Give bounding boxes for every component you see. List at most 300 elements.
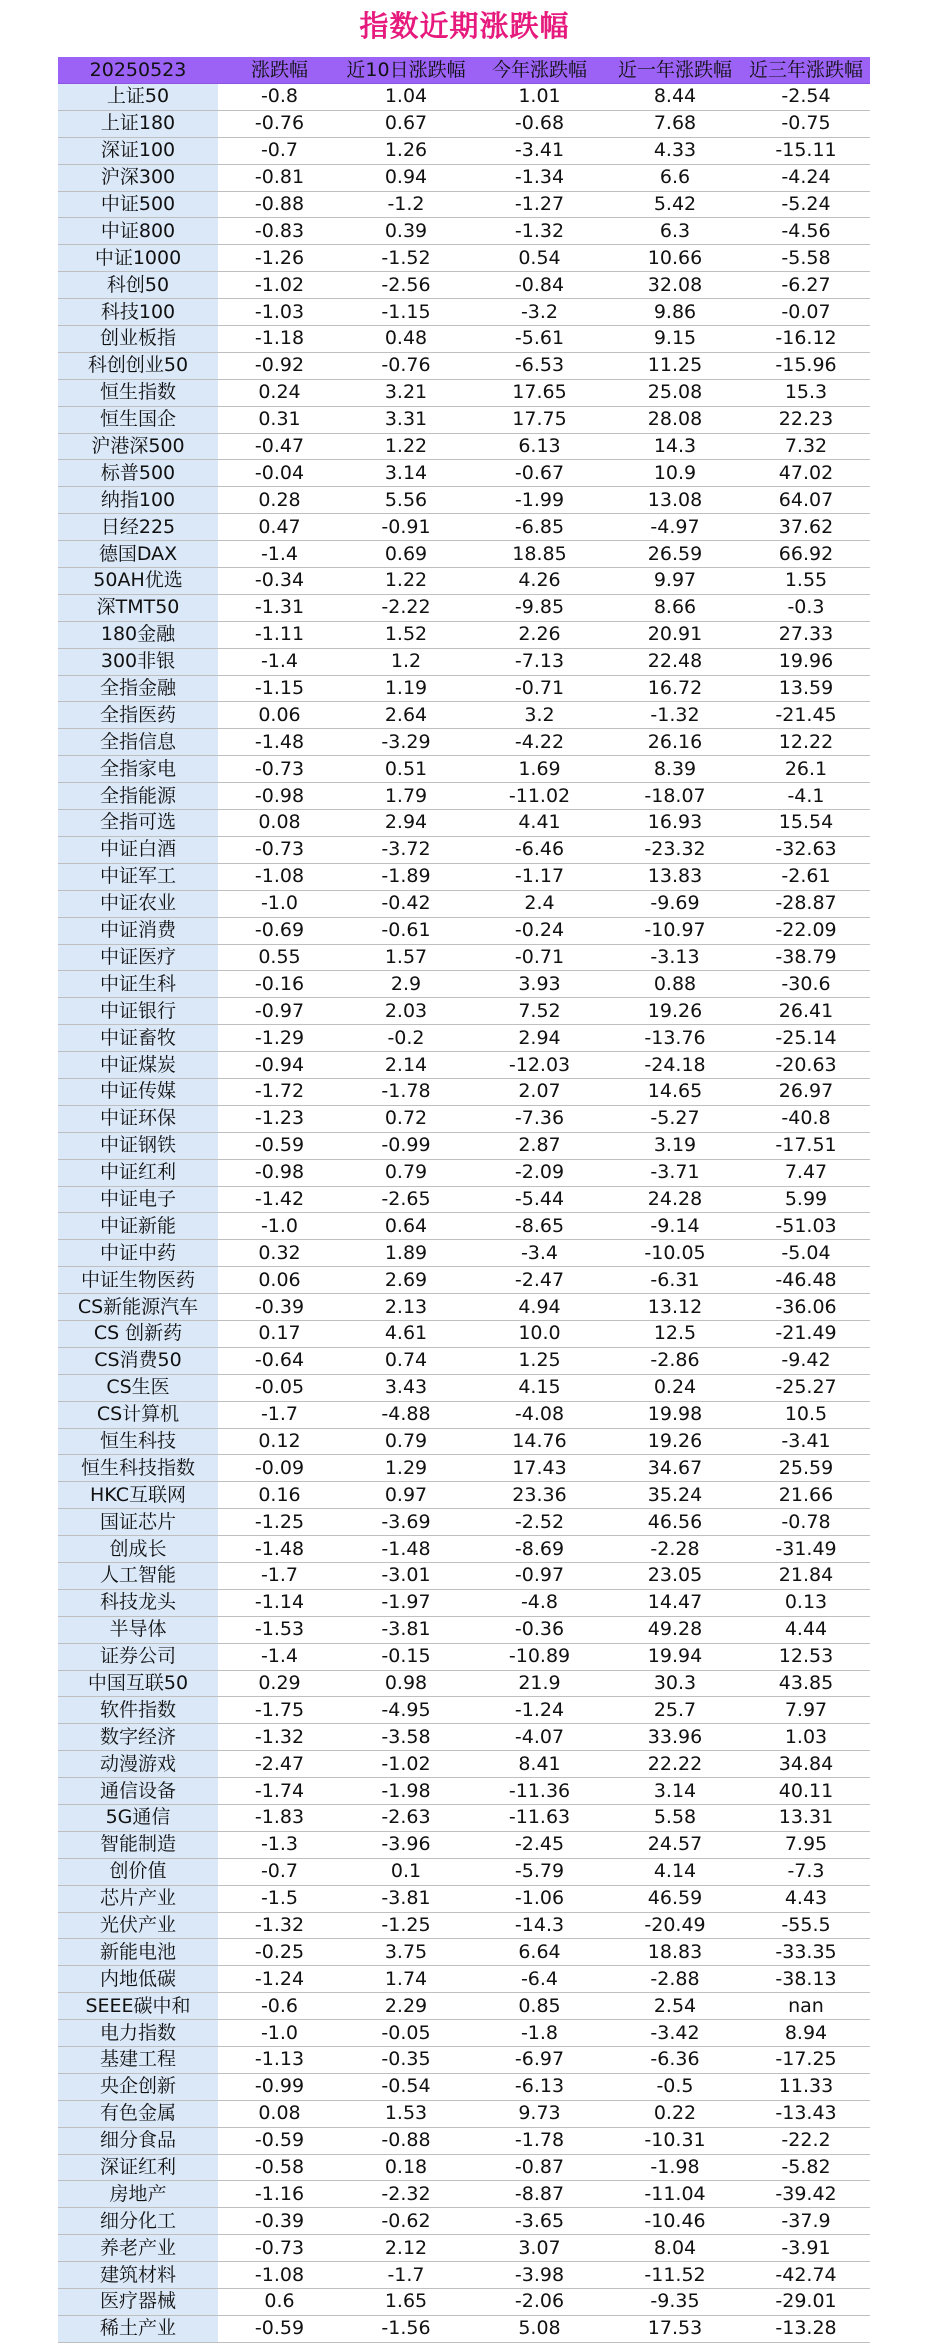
one-year-change-cell: 19.26 <box>608 1428 742 1455</box>
index-name-cell: 全指信息 <box>58 729 218 756</box>
one-year-change-cell: 18.83 <box>608 1939 742 1966</box>
index-name-cell: 内地低碳 <box>58 1966 218 1993</box>
ten-day-change-cell: 3.43 <box>341 1374 471 1401</box>
three-year-change-cell: 7.97 <box>742 1697 870 1724</box>
daily-change-cell: 0.06 <box>218 1267 341 1294</box>
three-year-change-cell: 0.13 <box>742 1589 870 1616</box>
ytd-change-cell: -2.09 <box>471 1159 608 1186</box>
ten-day-change-cell: 2.12 <box>341 2235 471 2262</box>
ten-day-change-cell: -0.76 <box>341 352 471 379</box>
daily-change-cell: -1.13 <box>218 2047 341 2074</box>
index-name-cell: 德国DAX <box>58 541 218 568</box>
one-year-change-cell: -1.32 <box>608 702 742 729</box>
index-name-cell: SEEE碳中和 <box>58 1993 218 2020</box>
one-year-change-cell: 24.57 <box>608 1831 742 1858</box>
three-year-change-cell: -5.24 <box>742 191 870 218</box>
ten-day-change-cell: 2.03 <box>341 998 471 1025</box>
daily-change-cell: -1.48 <box>218 729 341 756</box>
index-name-cell: 房地产 <box>58 2181 218 2208</box>
ytd-change-cell: -0.87 <box>471 2154 608 2181</box>
daily-change-cell: 0.08 <box>218 810 341 837</box>
ten-day-change-cell: -0.2 <box>341 1025 471 1052</box>
one-year-change-cell: 19.94 <box>608 1643 742 1670</box>
ytd-change-cell: 14.76 <box>471 1428 608 1455</box>
index-name-cell: 上证180 <box>58 110 218 137</box>
daily-change-cell: -1.32 <box>218 1912 341 1939</box>
ytd-change-cell: 6.13 <box>471 433 608 460</box>
three-year-change-cell: -5.82 <box>742 2154 870 2181</box>
ten-day-change-cell: -4.88 <box>341 1401 471 1428</box>
daily-change-cell: -1.24 <box>218 1966 341 1993</box>
table-row <box>58 1240 870 1267</box>
index-name-cell: 中证钢铁 <box>58 1132 218 1159</box>
one-year-change-cell: 0.22 <box>608 2100 742 2127</box>
one-year-change-cell: -3.71 <box>608 1159 742 1186</box>
index-name-cell: 细分化工 <box>58 2208 218 2235</box>
ytd-change-cell: -2.45 <box>471 1831 608 1858</box>
table-row <box>58 514 870 541</box>
table-row <box>58 379 870 406</box>
table-row <box>58 2100 870 2127</box>
table-row <box>58 917 870 944</box>
table-row <box>58 1132 870 1159</box>
ytd-change-cell: -3.41 <box>471 137 608 164</box>
daily-change-cell: -0.97 <box>218 998 341 1025</box>
daily-change-cell: -0.98 <box>218 783 341 810</box>
index-name-cell: 全指可选 <box>58 810 218 837</box>
index-name-cell: 国证芯片 <box>58 1509 218 1536</box>
ytd-change-cell: -6.85 <box>471 514 608 541</box>
one-year-change-cell: 6.6 <box>608 164 742 191</box>
index-name-cell: 日经225 <box>58 514 218 541</box>
daily-change-cell: -1.02 <box>218 272 341 299</box>
daily-change-cell: -0.09 <box>218 1455 341 1482</box>
three-year-change-cell: -21.45 <box>742 702 870 729</box>
ytd-change-cell: 1.69 <box>471 756 608 783</box>
ytd-change-cell: -4.22 <box>471 729 608 756</box>
one-year-change-cell: 5.42 <box>608 191 742 218</box>
one-year-change-cell: 22.48 <box>608 648 742 675</box>
one-year-change-cell: -6.36 <box>608 2047 742 2074</box>
daily-change-cell: -1.5 <box>218 1885 341 1912</box>
index-name-cell: 深证红利 <box>58 2154 218 2181</box>
ten-day-change-cell: 2.94 <box>341 810 471 837</box>
table-row <box>58 729 870 756</box>
three-year-change-cell: -22.2 <box>742 2127 870 2154</box>
index-name-cell: CS新能源汽车 <box>58 1294 218 1321</box>
daily-change-cell: -1.74 <box>218 1778 341 1805</box>
table-row <box>58 621 870 648</box>
table-row <box>58 1966 870 1993</box>
three-year-change-cell: -16.12 <box>742 326 870 353</box>
daily-change-cell: -1.32 <box>218 1724 341 1751</box>
ten-day-change-cell: -3.96 <box>341 1831 471 1858</box>
index-name-cell: 创业板指 <box>58 326 218 353</box>
three-year-change-cell: -21.49 <box>742 1320 870 1347</box>
ten-day-change-cell: -1.25 <box>341 1912 471 1939</box>
three-year-change-cell: -4.24 <box>742 164 870 191</box>
daily-change-cell: 0.31 <box>218 406 341 433</box>
ytd-change-cell: 0.54 <box>471 245 608 272</box>
ten-day-change-cell: 1.89 <box>341 1240 471 1267</box>
one-year-change-cell: 14.3 <box>608 433 742 460</box>
ten-day-change-cell: 1.22 <box>341 433 471 460</box>
table-row <box>58 1912 870 1939</box>
index-name-cell: 科技龙头 <box>58 1589 218 1616</box>
one-year-change-cell: 49.28 <box>608 1616 742 1643</box>
index-name-cell: 数字经济 <box>58 1724 218 1751</box>
ten-day-change-cell: -3.81 <box>341 1616 471 1643</box>
daily-change-cell: -0.39 <box>218 2208 341 2235</box>
one-year-change-cell: 0.88 <box>608 971 742 998</box>
one-year-change-cell: -2.28 <box>608 1536 742 1563</box>
ten-day-change-cell: -1.15 <box>341 299 471 326</box>
three-year-change-cell: 37.62 <box>742 514 870 541</box>
ten-day-change-cell: 3.21 <box>341 379 471 406</box>
ytd-change-cell: -0.71 <box>471 944 608 971</box>
daily-change-cell: -0.39 <box>218 1294 341 1321</box>
ten-day-change-cell: -2.63 <box>341 1805 471 1832</box>
ten-day-change-cell: 0.79 <box>341 1428 471 1455</box>
one-year-change-cell: 10.66 <box>608 245 742 272</box>
ten-day-change-cell: -4.95 <box>341 1697 471 1724</box>
three-year-change-cell: -5.04 <box>742 1240 870 1267</box>
table-row <box>58 1778 870 1805</box>
header-date: 20250523 <box>58 57 218 84</box>
header-1year-change: 近一年涨跌幅 <box>608 57 742 84</box>
ytd-change-cell: -1.78 <box>471 2127 608 2154</box>
daily-change-cell: -1.48 <box>218 1536 341 1563</box>
one-year-change-cell: -24.18 <box>608 1052 742 1079</box>
ten-day-change-cell: -0.15 <box>341 1643 471 1670</box>
three-year-change-cell: 47.02 <box>742 460 870 487</box>
one-year-change-cell: 13.08 <box>608 487 742 514</box>
one-year-change-cell: 16.72 <box>608 675 742 702</box>
ytd-change-cell: -11.02 <box>471 783 608 810</box>
table-row <box>58 2154 870 2181</box>
table-row <box>58 1401 870 1428</box>
table-row <box>58 1320 870 1347</box>
ten-day-change-cell: -0.88 <box>341 2127 471 2154</box>
daily-change-cell: -0.8 <box>218 84 341 111</box>
table-row <box>58 756 870 783</box>
three-year-change-cell: 21.66 <box>742 1482 870 1509</box>
ytd-change-cell: 4.15 <box>471 1374 608 1401</box>
table-row <box>58 594 870 621</box>
table-row <box>58 1428 870 1455</box>
table-row <box>58 1267 870 1294</box>
table-row <box>58 890 870 917</box>
index-name-cell: 恒生指数 <box>58 379 218 406</box>
ytd-change-cell: -3.2 <box>471 299 608 326</box>
one-year-change-cell: 28.08 <box>608 406 742 433</box>
three-year-change-cell: 7.95 <box>742 1831 870 1858</box>
one-year-change-cell: -23.32 <box>608 836 742 863</box>
index-name-cell: 光伏产业 <box>58 1912 218 1939</box>
one-year-change-cell: 7.68 <box>608 110 742 137</box>
ten-day-change-cell: -0.61 <box>341 917 471 944</box>
daily-change-cell: -1.08 <box>218 2262 341 2289</box>
ytd-change-cell: -6.46 <box>471 836 608 863</box>
daily-change-cell: -1.4 <box>218 541 341 568</box>
one-year-change-cell: -9.35 <box>608 2289 742 2316</box>
one-year-change-cell: 14.47 <box>608 1589 742 1616</box>
daily-change-cell: -1.26 <box>218 245 341 272</box>
table-row <box>58 1509 870 1536</box>
daily-change-cell: 0.08 <box>218 2100 341 2127</box>
daily-change-cell: -0.59 <box>218 2127 341 2154</box>
index-name-cell: 全指家电 <box>58 756 218 783</box>
ytd-change-cell: -6.97 <box>471 2047 608 2074</box>
ytd-change-cell: -9.85 <box>471 594 608 621</box>
one-year-change-cell: 32.08 <box>608 272 742 299</box>
daily-change-cell: -1.7 <box>218 1562 341 1589</box>
header-daily-change: 涨跌幅 <box>218 57 341 84</box>
one-year-change-cell: 8.39 <box>608 756 742 783</box>
table-row <box>58 1858 870 1885</box>
table-row <box>58 1025 870 1052</box>
ten-day-change-cell: -1.2 <box>341 191 471 218</box>
ten-day-change-cell: -1.52 <box>341 245 471 272</box>
ten-day-change-cell: -3.72 <box>341 836 471 863</box>
three-year-change-cell: 34.84 <box>742 1751 870 1778</box>
index-name-cell: 中证银行 <box>58 998 218 1025</box>
three-year-change-cell: -2.61 <box>742 863 870 890</box>
index-name-cell: 中证消费 <box>58 917 218 944</box>
table-row <box>58 2127 870 2154</box>
daily-change-cell: -0.98 <box>218 1159 341 1186</box>
ten-day-change-cell: -3.58 <box>341 1724 471 1751</box>
one-year-change-cell: 13.83 <box>608 863 742 890</box>
index-name-cell: 全指医药 <box>58 702 218 729</box>
three-year-change-cell: -31.49 <box>742 1536 870 1563</box>
one-year-change-cell: -9.69 <box>608 890 742 917</box>
ytd-change-cell: -1.24 <box>471 1697 608 1724</box>
three-year-change-cell: -3.91 <box>742 2235 870 2262</box>
table-row <box>58 1078 870 1105</box>
table-row <box>58 863 870 890</box>
table-row <box>58 2047 870 2074</box>
daily-change-cell: -0.73 <box>218 756 341 783</box>
ten-day-change-cell: 0.18 <box>341 2154 471 2181</box>
three-year-change-cell: 26.1 <box>742 756 870 783</box>
ytd-change-cell: -3.98 <box>471 2262 608 2289</box>
ten-day-change-cell: 0.98 <box>341 1670 471 1697</box>
three-year-change-cell: -39.42 <box>742 2181 870 2208</box>
daily-change-cell: 0.6 <box>218 2289 341 2316</box>
ten-day-change-cell: 1.29 <box>341 1455 471 1482</box>
ytd-change-cell: -8.69 <box>471 1536 608 1563</box>
daily-change-cell: 0.32 <box>218 1240 341 1267</box>
ytd-change-cell: -10.89 <box>471 1643 608 1670</box>
table-row <box>58 1213 870 1240</box>
ten-day-change-cell: -0.35 <box>341 2047 471 2074</box>
ytd-change-cell: 6.64 <box>471 1939 608 1966</box>
index-name-cell: 中证生物医药 <box>58 1267 218 1294</box>
one-year-change-cell: -18.07 <box>608 783 742 810</box>
three-year-change-cell: 26.41 <box>742 998 870 1025</box>
one-year-change-cell: -10.05 <box>608 1240 742 1267</box>
ytd-change-cell: 8.41 <box>471 1751 608 1778</box>
ten-day-change-cell: 0.39 <box>341 218 471 245</box>
daily-change-cell: -1.03 <box>218 299 341 326</box>
daily-change-cell: -0.83 <box>218 218 341 245</box>
ytd-change-cell: -8.65 <box>471 1213 608 1240</box>
three-year-change-cell: -51.03 <box>742 1213 870 1240</box>
table-row <box>58 245 870 272</box>
ytd-change-cell: -5.79 <box>471 1858 608 1885</box>
ten-day-change-cell: 0.97 <box>341 1482 471 1509</box>
one-year-change-cell: 2.54 <box>608 1993 742 2020</box>
ytd-change-cell: 2.94 <box>471 1025 608 1052</box>
ten-day-change-cell: 0.48 <box>341 326 471 353</box>
three-year-change-cell: 15.54 <box>742 810 870 837</box>
three-year-change-cell: 66.92 <box>742 541 870 568</box>
index-name-cell: 全指能源 <box>58 783 218 810</box>
ytd-change-cell: 2.87 <box>471 1132 608 1159</box>
daily-change-cell: -0.94 <box>218 1052 341 1079</box>
index-name-cell: CS消费50 <box>58 1347 218 1374</box>
ten-day-change-cell: -2.56 <box>341 272 471 299</box>
daily-change-cell: -0.99 <box>218 2073 341 2100</box>
one-year-change-cell: 17.53 <box>608 2315 742 2342</box>
table-row <box>58 971 870 998</box>
ytd-change-cell: -1.99 <box>471 487 608 514</box>
one-year-change-cell: 13.12 <box>608 1294 742 1321</box>
three-year-change-cell: -38.79 <box>742 944 870 971</box>
three-year-change-cell: -0.3 <box>742 594 870 621</box>
daily-change-cell: -1.4 <box>218 648 341 675</box>
daily-change-cell: 0.06 <box>218 702 341 729</box>
table-row <box>58 84 870 111</box>
index-name-cell: CS计算机 <box>58 1401 218 1428</box>
daily-change-cell: -1.4 <box>218 1643 341 1670</box>
daily-change-cell: 0.16 <box>218 1482 341 1509</box>
index-name-cell: 50AH优选 <box>58 568 218 595</box>
index-name-cell: 创价值 <box>58 1858 218 1885</box>
three-year-change-cell: -29.01 <box>742 2289 870 2316</box>
index-name-cell: 中证生科 <box>58 971 218 998</box>
three-year-change-cell: nan <box>742 1993 870 2020</box>
one-year-change-cell: -10.97 <box>608 917 742 944</box>
daily-change-cell: -1.53 <box>218 1616 341 1643</box>
three-year-change-cell: -20.63 <box>742 1052 870 1079</box>
index-name-cell: 中证红利 <box>58 1159 218 1186</box>
ytd-change-cell: 2.07 <box>471 1078 608 1105</box>
one-year-change-cell: 20.91 <box>608 621 742 648</box>
table-row <box>58 2073 870 2100</box>
ten-day-change-cell: -1.97 <box>341 1589 471 1616</box>
daily-change-cell: -1.25 <box>218 1509 341 1536</box>
daily-change-cell: -1.3 <box>218 1831 341 1858</box>
header-ytd-change: 今年涨跌幅 <box>471 57 608 84</box>
three-year-change-cell: -40.8 <box>742 1105 870 1132</box>
index-name-cell: 科创50 <box>58 272 218 299</box>
index-name-cell: 电力指数 <box>58 2020 218 2047</box>
ytd-change-cell: 9.73 <box>471 2100 608 2127</box>
three-year-change-cell: -0.75 <box>742 110 870 137</box>
ten-day-change-cell: 0.64 <box>341 1213 471 1240</box>
ten-day-change-cell: 2.69 <box>341 1267 471 1294</box>
daily-change-cell: -1.42 <box>218 1186 341 1213</box>
ytd-change-cell: -11.36 <box>471 1778 608 1805</box>
daily-change-cell: -0.64 <box>218 1347 341 1374</box>
index-name-cell: 中证电子 <box>58 1186 218 1213</box>
ytd-change-cell: -0.71 <box>471 675 608 702</box>
index-name-cell: 全指金融 <box>58 675 218 702</box>
table-row <box>58 1993 870 2020</box>
one-year-change-cell: -9.14 <box>608 1213 742 1240</box>
one-year-change-cell: -1.98 <box>608 2154 742 2181</box>
daily-change-cell: -1.15 <box>218 675 341 702</box>
ten-day-change-cell: 0.72 <box>341 1105 471 1132</box>
three-year-change-cell: 8.94 <box>742 2020 870 2047</box>
one-year-change-cell: 24.28 <box>608 1186 742 1213</box>
ten-day-change-cell: 0.67 <box>341 110 471 137</box>
index-name-cell: 芯片产业 <box>58 1885 218 1912</box>
three-year-change-cell: 13.31 <box>742 1805 870 1832</box>
daily-change-cell: 0.24 <box>218 379 341 406</box>
ten-day-change-cell: 1.04 <box>341 84 471 111</box>
daily-change-cell: -0.04 <box>218 460 341 487</box>
ytd-change-cell: 1.25 <box>471 1347 608 1374</box>
three-year-change-cell: 4.44 <box>742 1616 870 1643</box>
ytd-change-cell: 3.2 <box>471 702 608 729</box>
index-name-cell: 智能制造 <box>58 1831 218 1858</box>
ten-day-change-cell: -1.7 <box>341 2262 471 2289</box>
table-row <box>58 1347 870 1374</box>
one-year-change-cell: 35.24 <box>608 1482 742 1509</box>
table-row <box>58 218 870 245</box>
daily-change-cell: -1.18 <box>218 326 341 353</box>
three-year-change-cell: -7.3 <box>742 1858 870 1885</box>
daily-change-cell: -2.47 <box>218 1751 341 1778</box>
daily-change-cell: -1.72 <box>218 1078 341 1105</box>
one-year-change-cell: 25.08 <box>608 379 742 406</box>
ytd-change-cell: -12.03 <box>471 1052 608 1079</box>
table-row <box>58 2208 870 2235</box>
table-row <box>58 406 870 433</box>
daily-change-cell: -0.73 <box>218 836 341 863</box>
table-row <box>58 836 870 863</box>
ten-day-change-cell: -1.48 <box>341 1536 471 1563</box>
three-year-change-cell: 11.33 <box>742 2073 870 2100</box>
one-year-change-cell: -13.76 <box>608 1025 742 1052</box>
table-row <box>58 2181 870 2208</box>
ten-day-change-cell: 0.51 <box>341 756 471 783</box>
index-name-cell: 深证100 <box>58 137 218 164</box>
ten-day-change-cell: 1.57 <box>341 944 471 971</box>
ytd-change-cell: -0.24 <box>471 917 608 944</box>
one-year-change-cell: 46.59 <box>608 1885 742 1912</box>
ytd-change-cell: -5.61 <box>471 326 608 353</box>
index-name-cell: 180金融 <box>58 621 218 648</box>
table-row <box>58 1939 870 1966</box>
ytd-change-cell: 10.0 <box>471 1320 608 1347</box>
three-year-change-cell: 22.23 <box>742 406 870 433</box>
ytd-change-cell: 4.26 <box>471 568 608 595</box>
one-year-change-cell: 9.97 <box>608 568 742 595</box>
ytd-change-cell: 17.43 <box>471 1455 608 1482</box>
ten-day-change-cell: 3.31 <box>341 406 471 433</box>
table-row <box>58 487 870 514</box>
ytd-change-cell: 23.36 <box>471 1482 608 1509</box>
three-year-change-cell: 7.47 <box>742 1159 870 1186</box>
index-name-cell: 沪港深500 <box>58 433 218 460</box>
one-year-change-cell: 19.26 <box>608 998 742 1025</box>
three-year-change-cell: 12.22 <box>742 729 870 756</box>
daily-change-cell: -1.31 <box>218 594 341 621</box>
